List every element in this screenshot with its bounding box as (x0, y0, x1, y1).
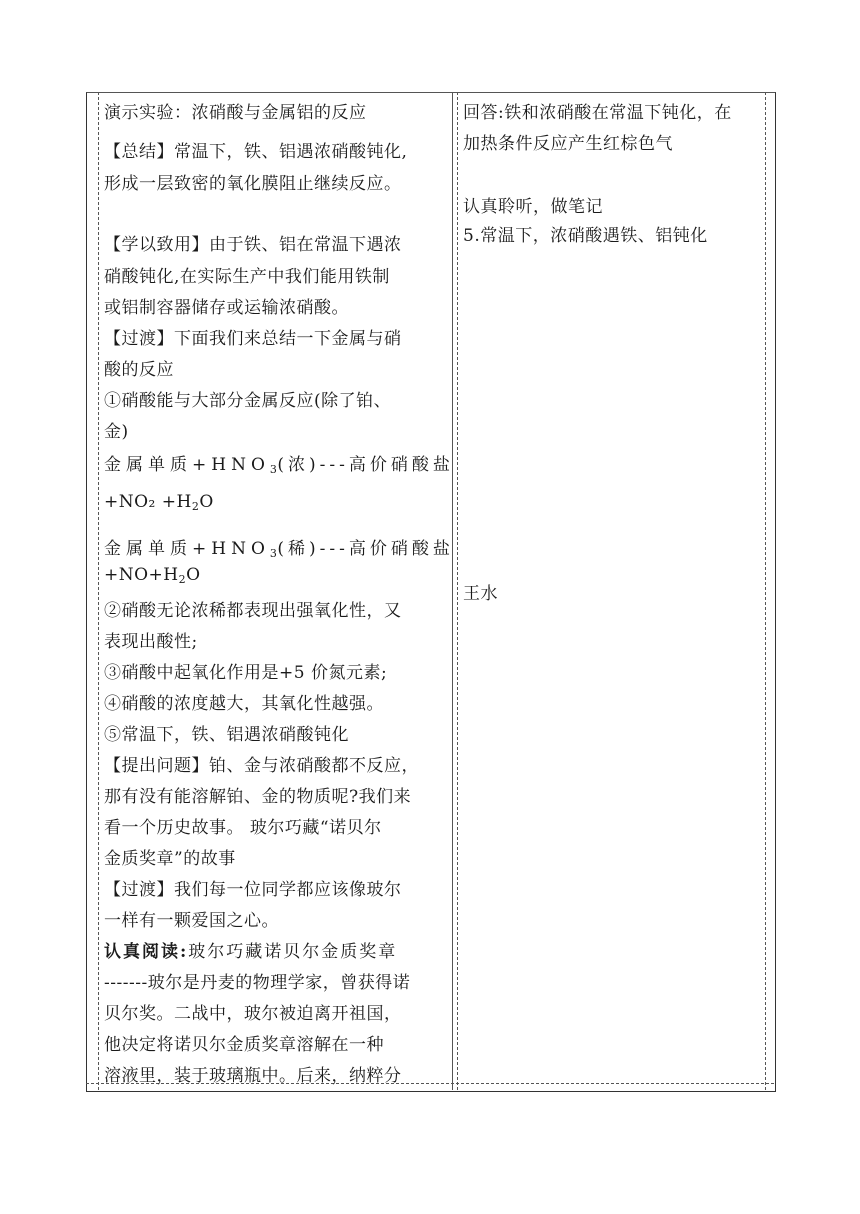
text-line: 或铝制容器储存或运输浓硝酸。 (104, 298, 349, 318)
question-line: 【提出问题】铂、金与浓硝酸都不反应， (104, 756, 419, 776)
equation-part: +NO+H (104, 565, 179, 585)
right-dashed-border (765, 92, 766, 1090)
text-line: 形成一层致密的氧化膜阻止继续反应。 (104, 174, 402, 194)
column-divider (452, 92, 453, 1090)
column-divider-dashed (457, 92, 458, 1090)
point-5-line: ⑤常温下，铁、铝遇浓硝酸钝化 (104, 725, 349, 745)
equation-part: O (199, 492, 214, 512)
point-4-line: ④硝酸的浓度越大，其氧化性越强。 (104, 694, 384, 714)
subscript: 3 (269, 547, 278, 560)
reading-label: 认真阅读: (104, 942, 189, 962)
text-line: 一样有一颗爱国之心。 (104, 911, 279, 931)
text-line: 他决定将诺贝尔金质奖章溶解在一种 (104, 1035, 384, 1055)
text-line: 金质奖章”的故事 (104, 849, 236, 869)
text-line: 溶液里，装于玻璃瓶中。后来，纳粹分 (104, 1066, 402, 1086)
point-3-line: ③硝酸中起氧化作用是+5 价氮元素; (104, 663, 388, 683)
text-line: 看一个历史故事。 玻尔巧藏“诺贝尔 (104, 818, 382, 838)
summary-line: 【总结】常温下，铁、铝遇浓硝酸钝化, (104, 142, 408, 162)
text-line: 金) (104, 422, 129, 442)
aqua-regia-line: 王水 (463, 584, 498, 604)
answer-line: 回答:铁和浓硝酸在常温下钝化，在 (463, 103, 732, 123)
text-line: 演示实验：浓硝酸与金属铝的反应 (104, 103, 367, 123)
transition-line: 【过渡】下面我们来总结一下金属与硝 (104, 329, 402, 349)
note-line: 5.常温下，浓硝酸遇铁、铝钝化 (463, 226, 708, 246)
reading-heading-line (104, 937, 397, 962)
equation-concentrated-products (104, 492, 214, 513)
text-line: 加热条件反应产生红棕色气 (463, 134, 673, 154)
point-1-line: ①硝酸能与大部分金属反应(除了铂、 (104, 391, 392, 411)
subscript: 2 (191, 500, 200, 513)
text-line: -------玻尔是丹麦的物理学家，曾获得诺 (104, 973, 411, 993)
equation-part: 金属单质+HNO (104, 539, 270, 559)
equation-dilute-products (104, 565, 201, 586)
equation-concentrated (104, 450, 454, 476)
equation-part: (浓)---高价硝酸盐 (277, 455, 454, 475)
equation-part: (稀)---高价硝酸盐 (277, 539, 454, 559)
text-line: 酸的反应 (104, 360, 174, 380)
equation-part: +NO₂ +H (104, 492, 192, 512)
application-line: 【学以致用】由于铁、铝在常温下遇浓 (104, 235, 402, 255)
subscript: 3 (269, 463, 278, 476)
equation-dilute (104, 534, 454, 560)
text-line: 贝尔奖。二战中，玻尔被迫离开祖国， (104, 1004, 402, 1024)
text-line: 表现出酸性; (104, 632, 198, 652)
reading-title: 玻尔巧藏诺贝尔金质奖章 (188, 942, 398, 962)
subscript: 2 (178, 573, 187, 586)
transition-line: 【过渡】我们每一位同学都应该像玻尔 (104, 880, 402, 900)
point-2-line: ②硝酸无论浓稀都表现出强氧化性，又 (104, 601, 402, 621)
equation-part: 金属单质+HNO (104, 455, 270, 475)
text-line: 那有没有能溶解铂、金的物质呢?我们来 (104, 787, 412, 807)
text-line: 硝酸钝化,在实际生产中我们能用铁制 (104, 267, 390, 287)
listen-line: 认真聆听，做笔记 (463, 197, 603, 217)
equation-part: O (186, 565, 201, 585)
left-dashed-border (98, 92, 99, 1090)
